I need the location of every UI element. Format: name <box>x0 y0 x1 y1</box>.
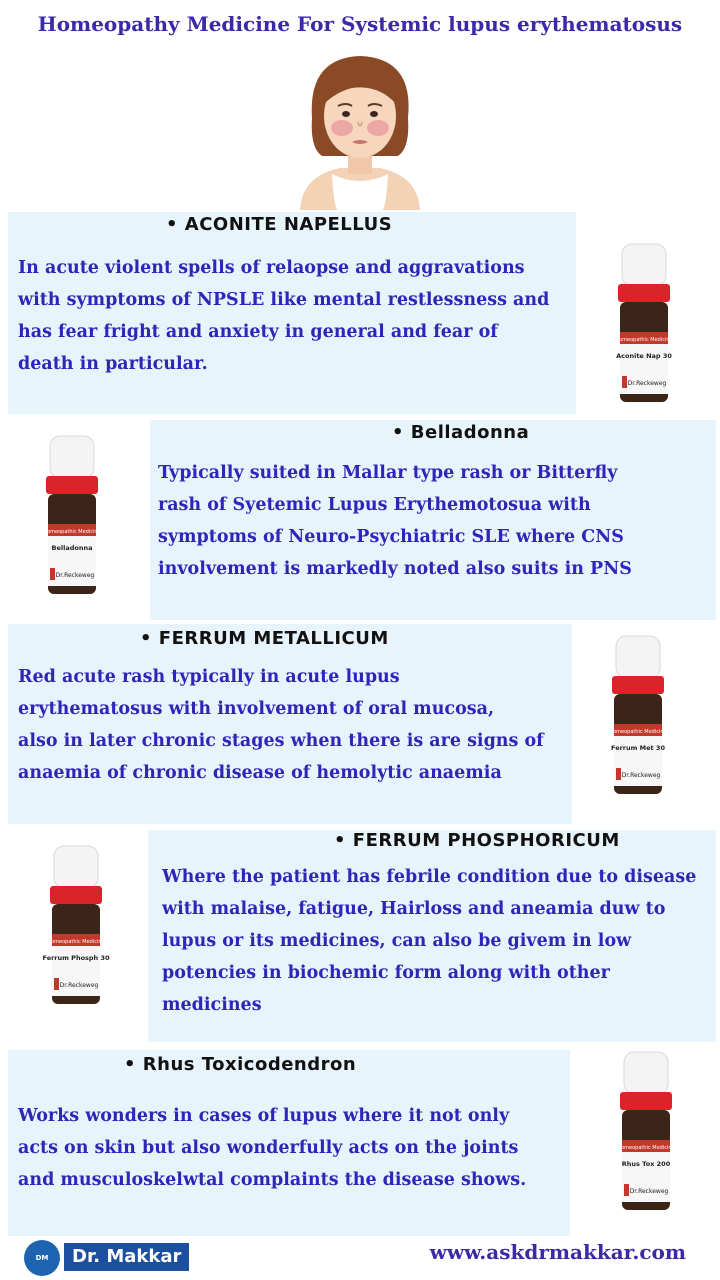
logo-text: Dr. Makkar <box>64 1243 189 1271</box>
description-line: Typically suited in Mallar type rash or Bitterfly <box>158 463 618 483</box>
description-line: Where the patient has febrile condition due to disease <box>162 867 697 887</box>
medicine-description <box>18 252 568 380</box>
medicine-name: • FERRUM METALLICUM <box>140 628 389 649</box>
medicine-description <box>162 861 712 1021</box>
description-line: and musculoskelwtal complaints the disease shows. <box>18 1170 527 1190</box>
bottle-maker: Dr.Reckeweg <box>55 572 95 579</box>
bottle-band-text: Homeopathic Medicine <box>617 1145 675 1151</box>
description-line: also in later chronic stages when there is are signs of <box>18 731 544 751</box>
medicine-description <box>18 1100 563 1196</box>
medicine-bottle-image <box>616 1048 676 1218</box>
medicine-name: • Belladonna <box>392 422 529 443</box>
bottle-band-text: Homeopathic Medicine <box>47 939 105 945</box>
medicine-name: • FERRUM PHOSPHORICUM <box>334 830 620 851</box>
bottle-label: Rhus Tox 200 <box>621 1160 671 1168</box>
bottle-band-text: Homeopathic Medicine <box>43 529 101 535</box>
medicine-description <box>158 457 713 585</box>
description-line: has fear fright and anxiety in general and fear of <box>18 322 498 342</box>
bottle-maker: Dr.Reckeweg <box>59 982 99 989</box>
medicine-bottle-image <box>42 842 110 1012</box>
description-line: Red acute rash typically in acute lupus <box>18 667 400 687</box>
bottle-label: Ferrum Phosph 30 <box>42 954 110 962</box>
medicine-name: • Rhus Toxicodendron <box>124 1054 356 1075</box>
medicine-bottle-image <box>614 240 674 410</box>
description-line: acts on skin but also wonderfully acts on the joints <box>18 1138 519 1158</box>
bottle-band-text: Homeopathic Medicine <box>615 337 673 343</box>
bottle-label: Aconite Nap 30 <box>616 352 672 360</box>
medicine-description <box>18 661 566 789</box>
woman-portrait-illustration <box>292 48 428 210</box>
description-line: symptoms of Neuro-Psychiatric SLE where CNS <box>158 527 624 547</box>
description-line: involvement is markedly noted also suits in PNS <box>158 559 632 579</box>
medicine-name: • ACONITE NAPELLUS <box>166 214 392 235</box>
bottle-maker: Dr.Reckeweg <box>621 772 661 779</box>
description-line: death in particular. <box>18 354 208 374</box>
description-line: In acute violent spells of relaopse and aggravations <box>18 258 525 278</box>
bottle-label: Belladonna <box>51 544 93 552</box>
medicine-bottle-image <box>608 632 668 802</box>
website-link[interactable]: www.askdrmakkar.com <box>429 1240 686 1264</box>
footer-logo[interactable] <box>24 1240 199 1276</box>
description-line: potencies in biochemic form along with other <box>162 963 610 983</box>
description-line: anaemia of chronic disease of hemolytic anaemia <box>18 763 502 783</box>
description-line: medicines <box>162 995 262 1015</box>
description-line: with malaise, fatigue, Hairloss and aneamia duw to <box>162 899 666 919</box>
medicine-bottle-image <box>42 432 102 602</box>
description-line: Works wonders in cases of lupus where it not only <box>18 1106 510 1126</box>
bottle-maker: Dr.Reckeweg <box>627 380 667 387</box>
bottle-label: Ferrum Met 30 <box>611 744 665 752</box>
page-title: Homeopathy Medicine For Systemic lupus erythematosus <box>37 12 683 36</box>
bottle-band-text: Homeopathic Medicine <box>609 729 667 735</box>
logo-emblem-icon: DM <box>24 1240 60 1276</box>
description-line: with symptoms of NPSLE like mental restlessness and <box>18 290 550 310</box>
description-line: lupus or its medicines, can also be givem in low <box>162 931 632 951</box>
bottle-maker: Dr.Reckeweg <box>629 1188 669 1195</box>
description-line: erythematosus with involvement of oral mucosa, <box>18 699 495 719</box>
description-line: rash of Syetemic Lupus Erythemotosua with <box>158 495 591 515</box>
